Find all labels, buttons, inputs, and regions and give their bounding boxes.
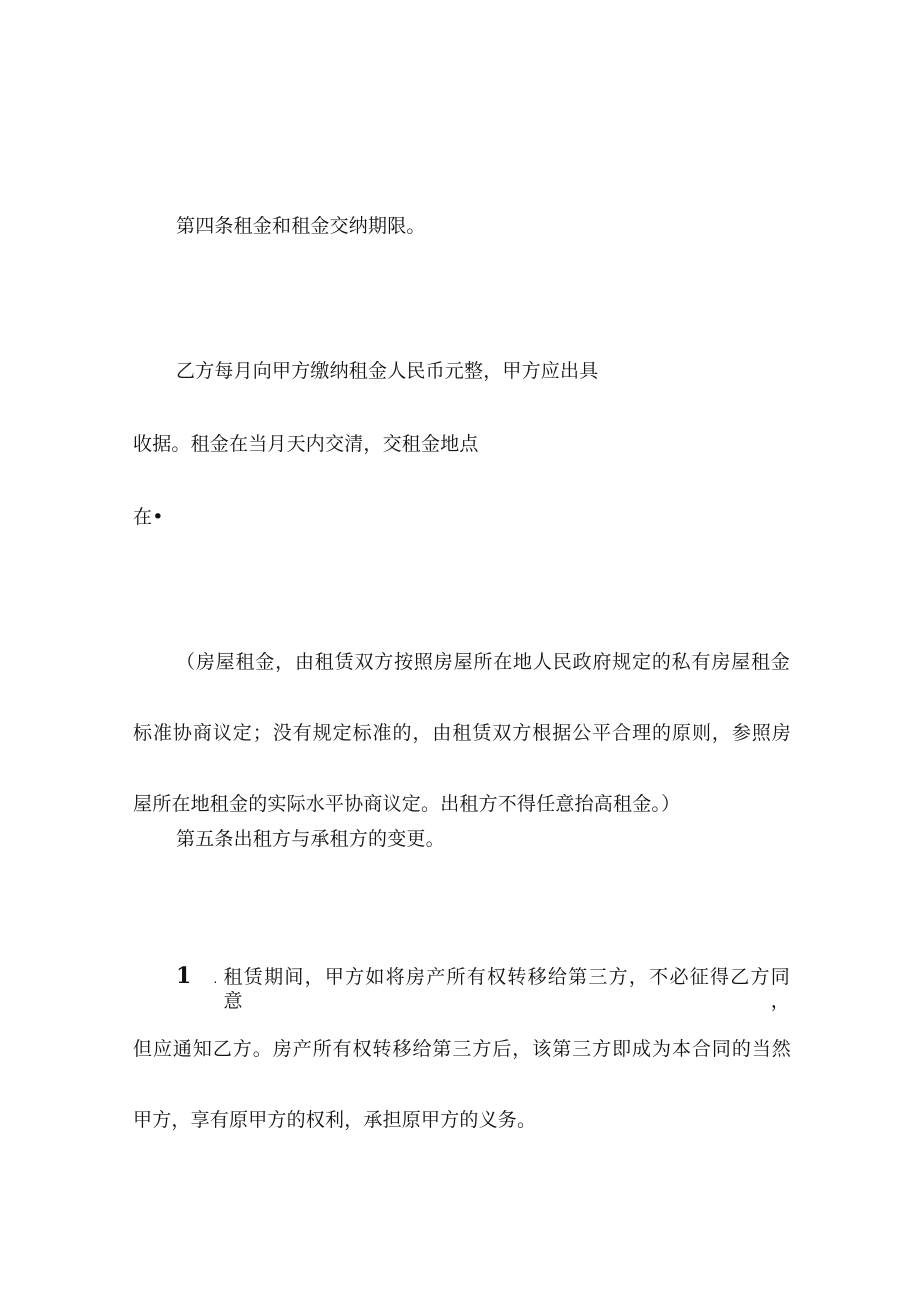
item-number: 1 bbox=[176, 963, 192, 989]
item-1-text: 租赁期间，甲方如将房产所有权转移给第三方，不必征得乙方同意， bbox=[223, 966, 790, 1012]
rent-note-line-2: 标准协商议定；没有规定标准的，由租赁双方根据公平合理的原则，参照房 bbox=[133, 722, 791, 744]
rent-note-line-3: 屋所在地租金的实际水平协商议定。出租方不得任意抬高租金。） bbox=[133, 793, 681, 815]
item-1-line-1 bbox=[176, 964, 790, 1013]
rent-note-line-1: （房屋租金，由租赁双方按照房屋所在地人民政府规定的私有房屋租金 bbox=[176, 651, 790, 673]
article-4-line-1: 乙方每月向甲方缴纳租金人民币元整，甲方应出具 bbox=[176, 360, 599, 382]
item-1-line-3: 甲方，享有原甲方的权利，承担原甲方的义务。 bbox=[133, 1109, 537, 1131]
article-5-title: 第五条出租方与承租方的变更。 bbox=[176, 828, 445, 850]
item-1-line-2: 但应通知乙方。房产所有权转移给第三方后，该第三方即成为本合同的当然 bbox=[133, 1038, 791, 1060]
article-4-title: 第四条租金和租金交纳期限。 bbox=[176, 215, 426, 237]
article-4-line-3: 在• bbox=[133, 506, 164, 528]
article-4-line-2: 收据。租金在当月天内交清，交租金地点 bbox=[133, 433, 479, 455]
item-separator: . bbox=[213, 972, 218, 986]
